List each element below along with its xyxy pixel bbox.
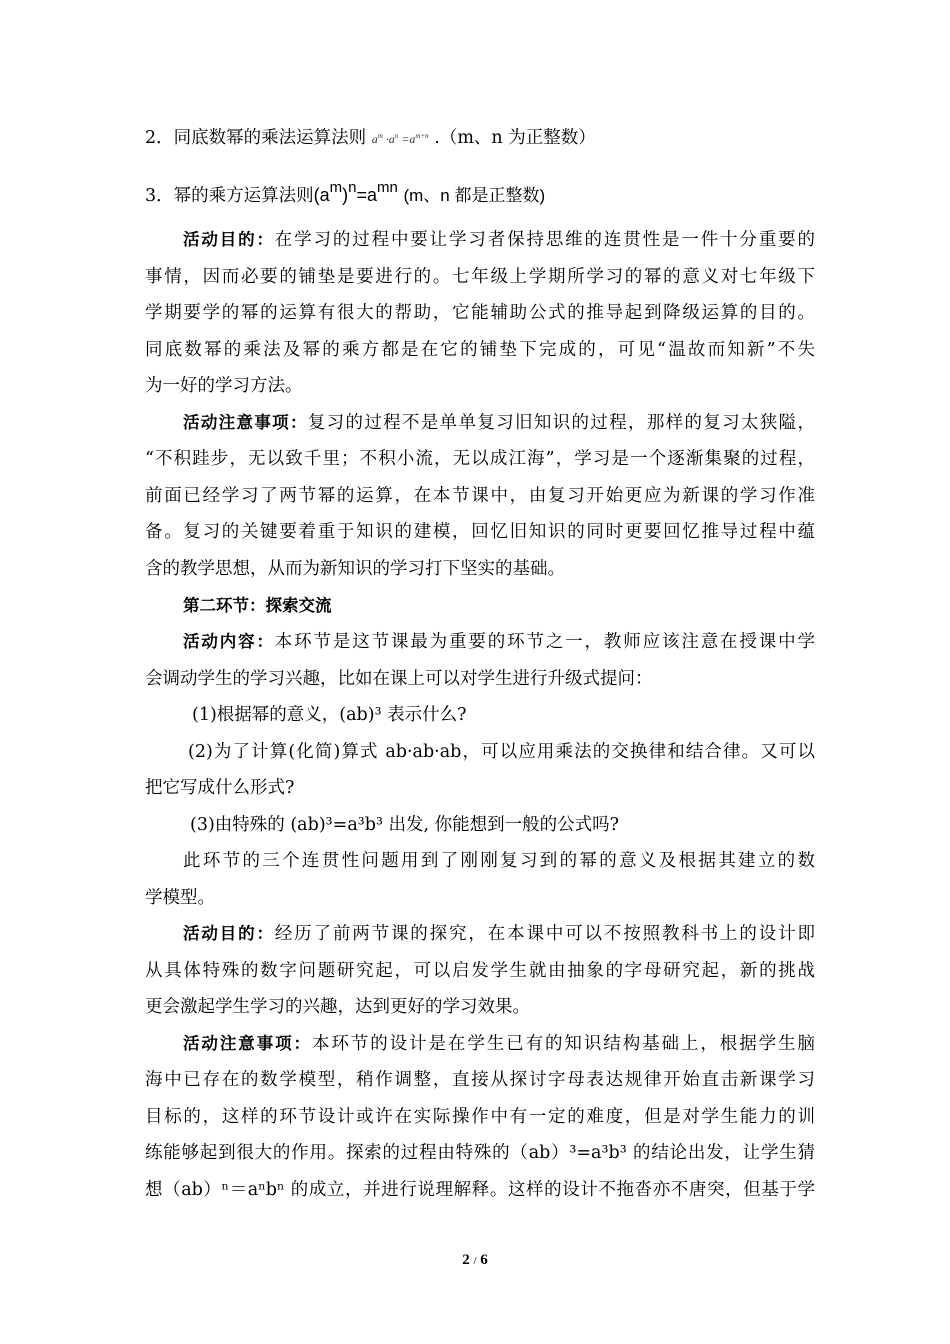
- p6-line-3: 目标的，这样的环节设计或许在实际操作中有一定的难度，但是对学生能力的训: [145, 1107, 815, 1127]
- p2-line-4: 备。复习的关键要着重于知识的建模，回忆旧知识的同时更要回忆推导过程中蕴: [145, 522, 815, 542]
- rule-3-line: [145, 178, 815, 208]
- section-heading: 第二环节：探索交流: [183, 596, 332, 615]
- rule-2-formula: $a^m \cdot a^n =a^{m+n}$: [371, 132, 429, 146]
- p3-line-2: 会调动学生的学习兴趣，比如在课上可以对学生进行升级式提问：: [145, 669, 653, 689]
- question-2-line-2: 把它写成什么形式?: [145, 778, 295, 798]
- p4-line-1: 此环节的三个连贯性问题用到了刚刚复习到的幂的意义及根据其建立的数: [183, 851, 815, 871]
- rule-2-tail: .（m、n 为正整数）: [434, 128, 596, 148]
- rule-3-formula: $(a^m)^n=a^{mn}$: [313, 179, 398, 205]
- p2-line-3: 前面已经学习了两节幂的运算，在本节课中，由复习开始更应为新课的学习作准: [145, 486, 815, 506]
- question-1: (1)根据幂的意义，(ab)³ 表示什么?: [192, 705, 467, 725]
- p6-line-5: 想（ab）ⁿ＝aⁿbⁿ 的成立，并进行说理解释。这样的设计不拖沓亦不唐突，但基于学: [145, 1180, 815, 1200]
- p1-line-5: 为一好的学习方法。: [145, 376, 303, 396]
- p1-label: 活动目的：: [183, 230, 275, 249]
- p1-line-1: 活动目的：在学习的过程中要让学习者保持思维的连贯性是一件十分重要的: [183, 230, 815, 250]
- page-total: 6: [480, 1252, 488, 1268]
- rule-2-text: 2．同底数幂的乘法运算法则: [145, 128, 367, 148]
- page-current: 2: [462, 1252, 470, 1268]
- p6-line-2: 海中已存在的数学模型，稍作调整，直接从探讨字母表达规律开始直击新课学习: [145, 1070, 815, 1090]
- p2-label: 活动注意事项：: [183, 413, 308, 432]
- p5-line-1: 活动目的：经历了前两节课的探究，在本课中可以不按照教科书上的设计即: [183, 924, 815, 944]
- p6-line-1: 活动注意事项：本环节的设计是在学生已有的知识结构基础上，根据学生脑: [183, 1034, 815, 1054]
- p5-label: 活动目的：: [183, 924, 275, 943]
- p1-line-2: 事情，因而必要的铺垫是要进行的。七年级上学期所学习的幂的意义对七年级下: [145, 267, 815, 287]
- p5-line-3: 更会激起学生学习的兴趣，达到更好的学习效果。: [145, 997, 530, 1017]
- p4-line-2: 学模型。: [145, 888, 215, 908]
- p3-line-1: 活动内容：本环节是这节课最为重要的环节之一，教师应该注意在授课中学: [183, 632, 815, 652]
- p3-label: 活动内容：: [183, 632, 275, 651]
- question-2-line-1: (2)为了计算(化简)算式 ab·ab·ab，可以应用乘法的交换律和结合律。又可以: [188, 742, 815, 762]
- p2-line-5: 含的教学思想，从而为新知识的学习打下坚实的基础。: [145, 559, 565, 579]
- p6-label: 活动注意事项：: [183, 1034, 312, 1053]
- rule-2-line: [145, 124, 815, 151]
- p5-line-2: 从具体特殊的数字问题研究起，可以启发学生就由抽象的字母研究起，新的挑战: [145, 961, 815, 981]
- page-separator: /: [473, 1255, 477, 1267]
- p2-line-2: “不积跬步，无以致千里；不积小流，无以成江海”，学习是一个逐渐集聚的过程，: [145, 449, 815, 469]
- rule-3-tail: (m、n 都是正整数): [403, 186, 546, 205]
- p1-line-4: 同底数幂的乘法及幂的乘方都是在它的铺垫下完成的，可见“温故而知新”不失: [145, 340, 815, 360]
- p2-line-1: 活动注意事项：复习的过程不是单单复习旧知识的过程，那样的复习太狭隘，: [183, 413, 816, 433]
- p6-line-4: 练能够起到很大的作用。探索的过程由特殊的（ab）³=a³b³ 的结论出发，让学生猜: [145, 1143, 815, 1163]
- page-number: [0, 1252, 950, 1269]
- rule-3-text: 3．幂的乘方运算法则: [145, 186, 314, 206]
- p1-line-3: 学期要学的幂的运算有很大的帮助，它能辅助公式的推导起到降级运算的目的。: [145, 303, 815, 323]
- question-3: (3)由特殊的 (ab)³=a³b³ 出发, 你能想到一般的公式吗?: [190, 815, 620, 835]
